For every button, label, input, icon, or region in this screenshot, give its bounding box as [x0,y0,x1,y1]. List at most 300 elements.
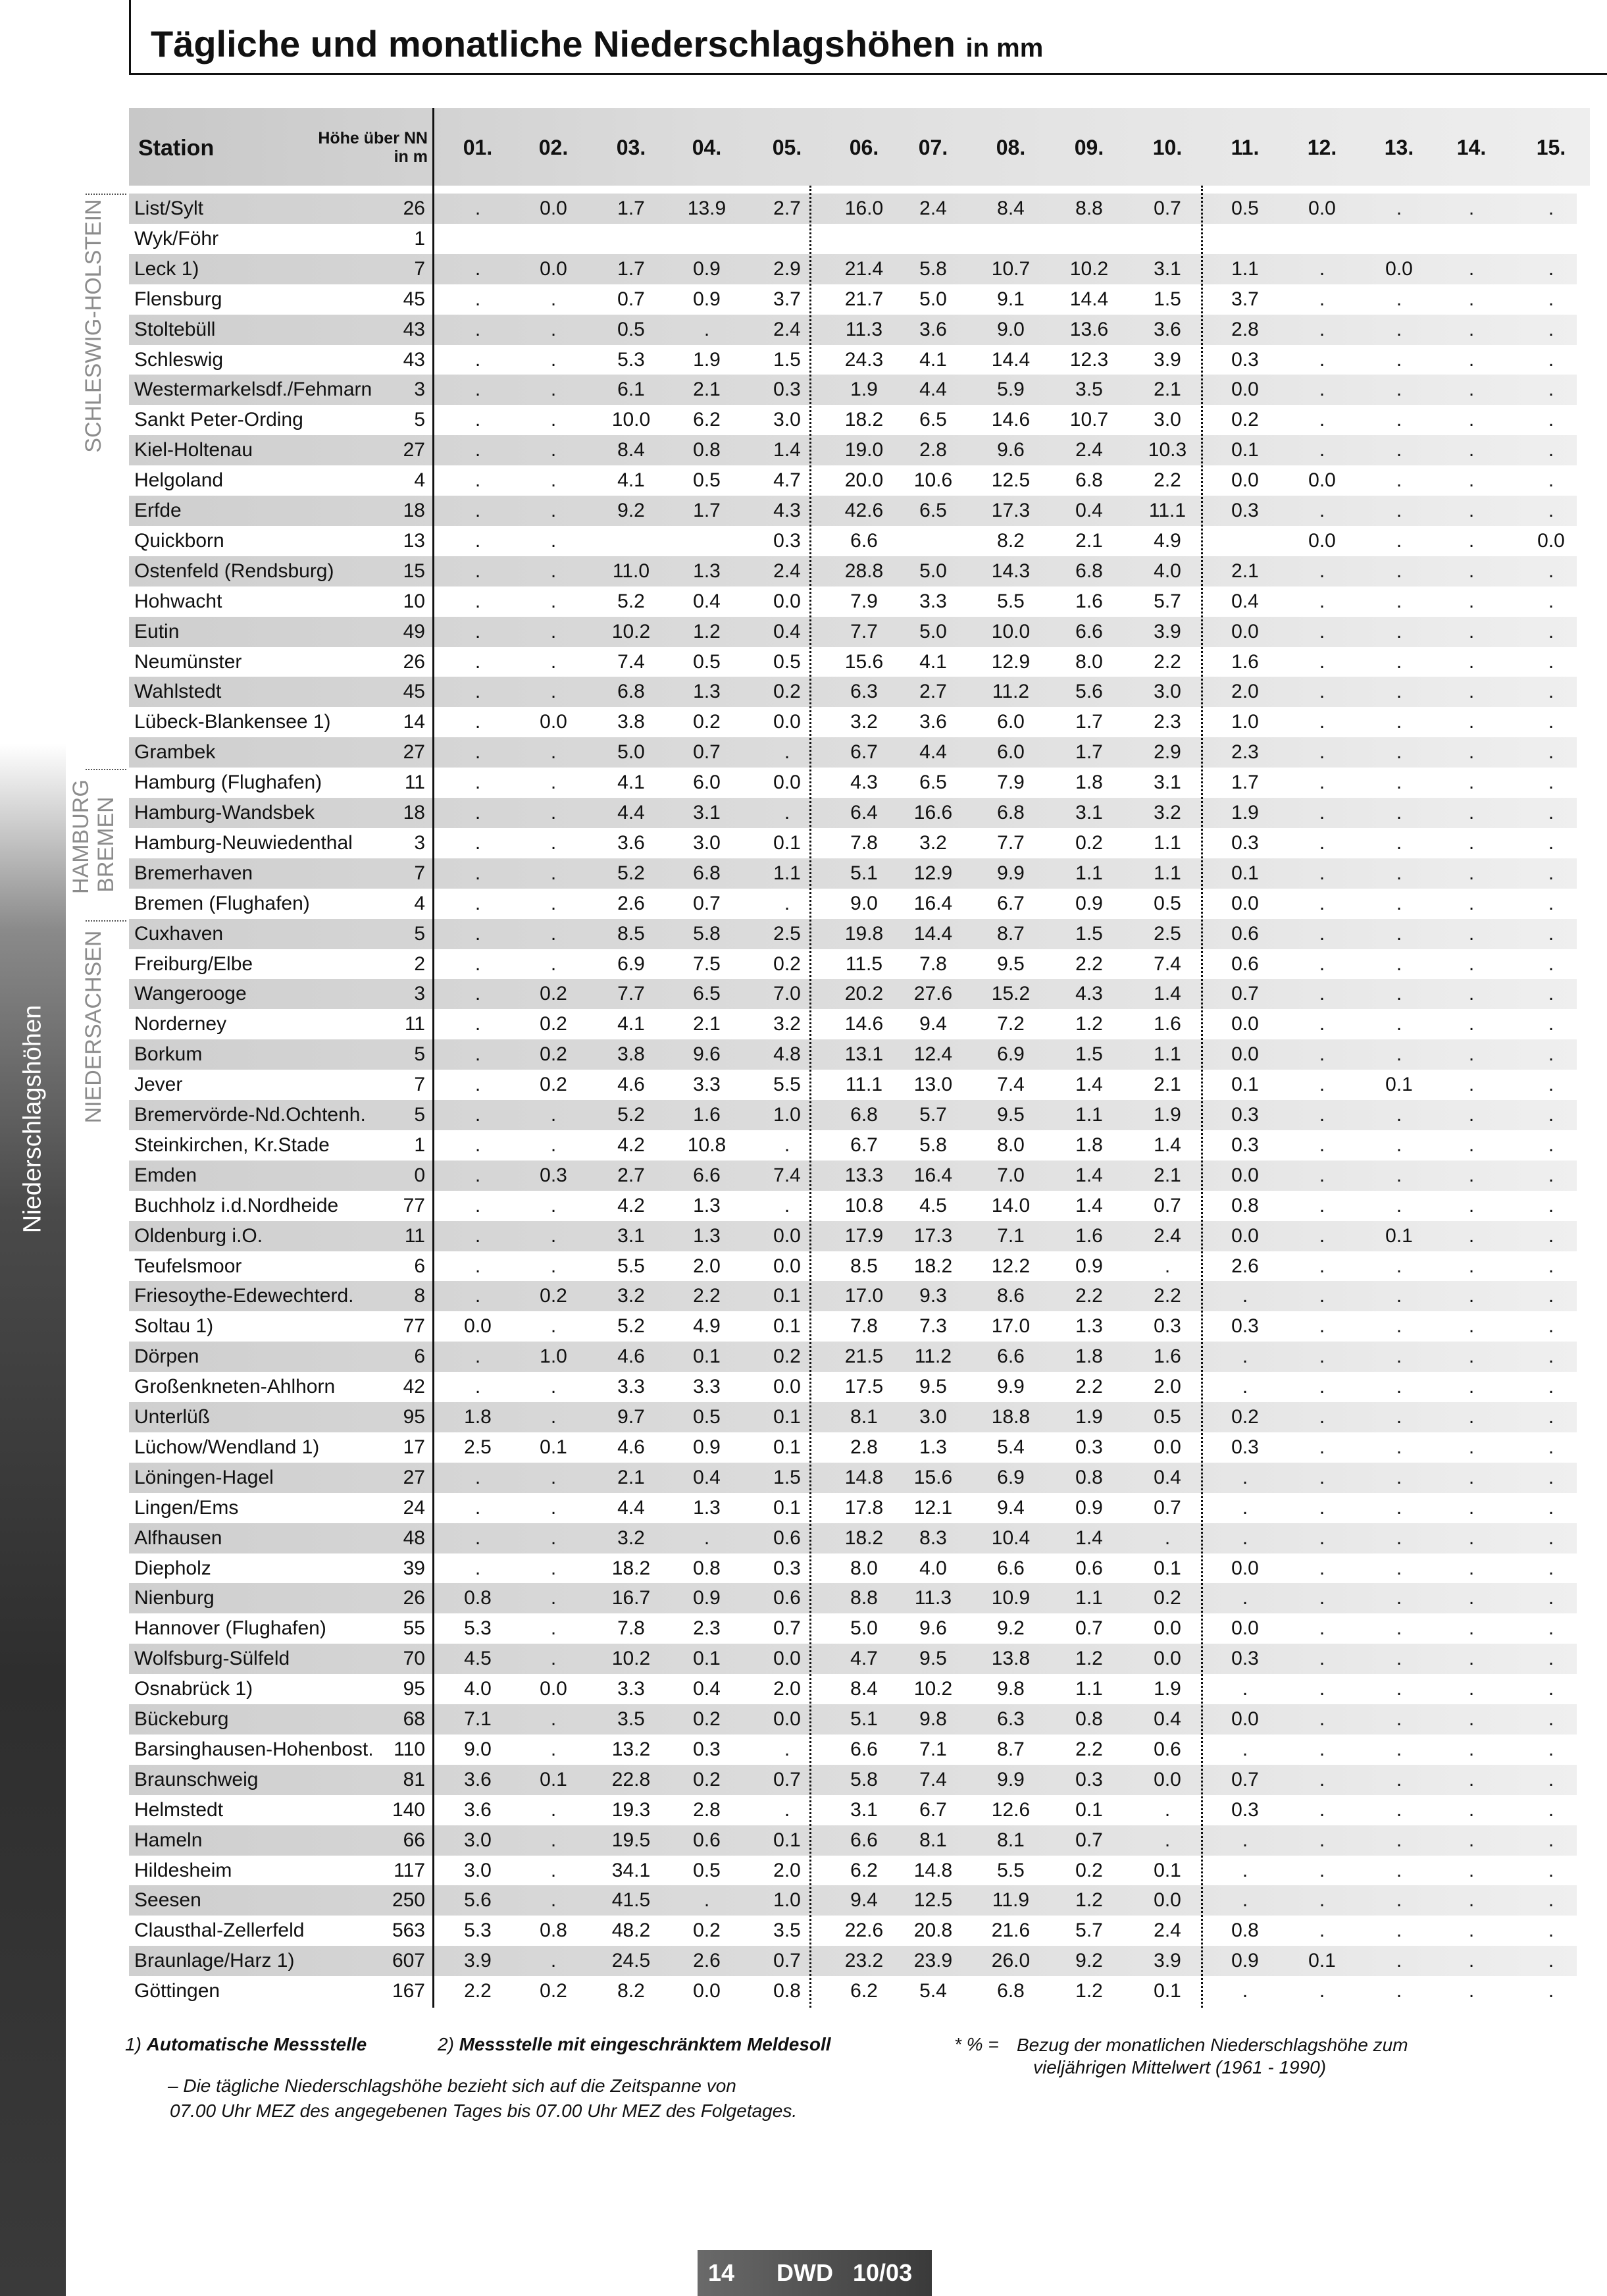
value-day-4: . [703,318,710,340]
value-day-3: 4.1 [617,771,645,794]
value-day-9: 2.2 [1075,1376,1103,1398]
value-day-14: . [1468,711,1475,733]
value-day-1: . [474,500,481,521]
header-day-4: 04. [692,136,722,159]
value-day-11: 0.3 [1231,1648,1259,1670]
value-day-12: . [1319,409,1325,431]
value-day-4: 0.7 [693,741,721,764]
value-day-14: . [1468,1617,1475,1640]
value-day-4: 1.9 [693,348,721,371]
value-day-4: 1.2 [693,620,721,642]
value-day-8: 12.5 [991,469,1031,492]
value-day-13: . [1396,1889,1402,1912]
value-day-4: 0.5 [693,1859,721,1881]
station-hoehe: 95 [403,1678,425,1700]
station-name: Wangerooge [134,983,247,1005]
value-day-10: 1.4 [1154,983,1181,1005]
header-day-1: 01. [463,136,493,159]
value-day-1: . [474,922,481,945]
value-day-10: 0.5 [1154,1406,1181,1428]
value-day-2: . [550,1526,557,1549]
value-day-7: 10.2 [913,1678,953,1700]
value-day-8: 18.8 [991,1406,1031,1428]
value-day-5: 0.0 [773,711,801,733]
value-day-9: 2.2 [1075,1285,1103,1307]
value-day-11 [1209,526,1281,556]
value-day-13: . [1396,922,1402,945]
value-day-9: 1.2 [1075,1013,1103,1035]
value-day-3: 13.2 [611,1738,651,1760]
value-day-15: 0.0 [1537,529,1565,552]
value-day-14: . [1468,1285,1475,1307]
value-day-7: 10.6 [913,469,953,492]
value-day-12: . [1319,318,1325,340]
table-row [129,1161,1577,1191]
value-day-4: 2.3 [693,1617,721,1640]
value-day-7: 27.6 [913,983,953,1005]
value-day-3: 3.5 [617,1708,645,1730]
table-row [129,707,1577,737]
value-day-13: . [1396,771,1402,794]
value-day-14: . [1468,1678,1475,1700]
value-day-13: . [1396,197,1402,219]
value-day-1: . [474,257,481,280]
value-day-7: 5.4 [919,1980,947,2002]
value-day-13: . [1396,378,1402,401]
value-day-4: 0.5 [693,469,721,492]
value-day-12: . [1319,892,1325,914]
value-day-8: 8.0 [997,1134,1025,1156]
station-hoehe: 117 [394,1859,425,1881]
value-day-11: 0.0 [1231,378,1259,401]
value-day-12: . [1319,1134,1325,1156]
value-day-13: . [1396,711,1402,733]
value-day-12: . [1319,1376,1325,1398]
value-day-14: . [1468,197,1475,219]
value-day-1: 5.6 [464,1889,492,1912]
value-day-2: . [550,409,557,431]
value-day-11: 0.0 [1231,1708,1259,1730]
station-hoehe: 27 [403,1466,425,1488]
value-day-6: 19.8 [844,922,884,945]
value-day-11: 2.1 [1231,560,1259,582]
value-day-1: . [474,1194,481,1216]
value-day-14: . [1468,681,1475,703]
header-day-2: 02. [538,136,569,159]
value-day-12: . [1319,1829,1325,1851]
value-day-7: 6.5 [919,500,947,521]
value-day-5: 0.1 [773,1829,801,1851]
value-day-7: 4.1 [919,650,947,673]
value-day-4: 6.6 [693,1164,721,1186]
value-day-7: 9.6 [919,1617,947,1640]
value-day-10: 3.1 [1154,771,1181,794]
value-day-1: 2.2 [464,1980,492,2002]
table-row [129,1885,1577,1916]
value-day-7: 5.8 [919,257,947,280]
station-hoehe: 39 [403,1557,425,1579]
value-day-7: 7.3 [919,1315,947,1338]
value-day-11: 0.0 [1231,1043,1259,1066]
value-day-8: 7.2 [997,1013,1025,1035]
value-day-9: 2.2 [1075,1738,1103,1760]
station-name: Bremen (Flughafen) [134,892,310,914]
value-day-8: 6.9 [997,1466,1025,1488]
value-day-2: . [550,1557,557,1579]
station-hoehe: 66 [403,1829,425,1851]
value-day-9: 1.8 [1075,771,1103,794]
side-label: Niederschlagshöhen [18,1004,47,1234]
value-day-3: 3.8 [617,711,645,733]
value-day-4: 7.5 [693,952,721,975]
station-name: Nienburg [134,1587,215,1609]
value-day-8: 17.3 [991,500,1031,521]
value-day-9: 0.6 [1075,1557,1103,1579]
value-day-13: . [1396,529,1402,552]
value-day-11: 0.3 [1231,1436,1259,1458]
value-day-2: 0.2 [540,983,567,1005]
value-day-11: 0.8 [1231,1194,1259,1216]
value-day-1: 3.0 [464,1859,492,1881]
value-day-5: 2.0 [773,1859,801,1881]
value-day-8: 9.0 [997,318,1025,340]
value-day-14: . [1468,288,1475,310]
value-day-13: . [1396,802,1402,823]
value-day-15: . [1548,439,1554,461]
value-day-15: . [1548,620,1554,642]
table-row [129,798,1577,828]
value-day-11: 0.1 [1231,862,1259,884]
value-day-1: . [474,348,481,371]
value-day-6: 5.1 [850,1708,878,1730]
value-day-2: . [550,650,557,673]
value-day-11: 0.1 [1231,439,1259,461]
value-day-4: 1.3 [693,1496,721,1519]
value-day-10: 2.2 [1154,1285,1181,1307]
value-day-4: 6.2 [693,409,721,431]
value-day-14: . [1468,1466,1475,1488]
value-day-5: . [784,1738,790,1760]
value-day-11: 2.3 [1231,741,1259,764]
value-day-13: . [1396,1708,1402,1730]
value-day-7: 9.5 [919,1648,947,1670]
station-hoehe: 55 [403,1617,425,1640]
value-day-2: . [550,1496,557,1519]
value-day-14: . [1468,1859,1475,1881]
value-day-9: 1.5 [1075,1043,1103,1066]
value-day-15: . [1548,983,1554,1005]
value-day-15: . [1548,1315,1554,1338]
table-row [129,556,1577,587]
value-day-1: . [474,711,481,733]
station-name: Ostenfeld (Rendsburg) [134,560,334,582]
value-day-1: . [474,1285,481,1307]
value-day-11: 0.2 [1231,1406,1259,1428]
value-day-3: 3.3 [617,1678,645,1700]
value-day-4: 6.8 [693,862,721,884]
station-hoehe: 43 [403,348,425,371]
value-day-14: . [1468,529,1475,552]
station-name: Eutin [134,620,180,642]
value-day-4: 0.2 [693,711,721,733]
value-day-8: 21.6 [991,1919,1031,1942]
value-day-14: . [1468,1406,1475,1428]
value-day-2: 0.3 [540,1164,567,1186]
value-day-3: 10.2 [611,1648,651,1670]
value-day-11: . [1242,1526,1248,1549]
value-day-8: 10.0 [991,620,1031,642]
value-day-7: 7.8 [919,952,947,975]
value-day-7: 13.0 [913,1074,953,1096]
value-day-5: 7.0 [773,983,801,1005]
value-day-3: 22.8 [611,1768,651,1790]
value-day-10: 0.3 [1154,1315,1181,1338]
value-day-5: 4.7 [773,469,801,492]
value-day-5: . [784,1798,790,1821]
value-day-7: 4.5 [919,1194,947,1216]
value-day-10: 3.2 [1154,802,1181,823]
station-hoehe: 1 [414,227,425,249]
value-day-11: 0.4 [1231,590,1259,612]
value-day-3: 1.7 [617,257,645,280]
value-day-1: . [474,771,481,794]
station-name: Norderney [134,1013,227,1035]
station-hoehe: 70 [403,1648,425,1670]
value-day-2: . [550,681,557,703]
value-day-14: . [1468,1496,1475,1519]
value-day-6: 7.8 [850,1315,878,1338]
header-hoehe-line2: in m [394,147,428,166]
value-day-15: . [1548,1194,1554,1216]
value-day-13: . [1396,1466,1402,1488]
value-day-9: 1.3 [1075,1315,1103,1338]
value-day-7: 3.0 [919,1406,947,1428]
value-day-6: 6.3 [850,681,878,703]
value-day-8 [975,224,1047,254]
value-day-10: 2.4 [1154,1224,1181,1247]
value-day-15: . [1548,257,1554,280]
station-hoehe: 48 [403,1526,425,1549]
value-day-3: 11.0 [612,560,650,582]
value-day-1: . [474,1074,481,1096]
value-day-8: 17.0 [991,1315,1031,1338]
value-day-12: . [1319,1648,1325,1670]
value-day-10: 0.7 [1154,1496,1181,1519]
value-day-11: 0.3 [1231,1104,1259,1126]
value-day-3: 4.1 [617,469,645,492]
value-day-2: . [550,802,557,823]
value-day-10: 0.5 [1154,892,1181,914]
table-row [129,647,1577,677]
value-day-7: 5.8 [919,1134,947,1156]
value-day-5: 1.4 [773,439,801,461]
value-day-1: 9.0 [464,1738,492,1760]
header-day-12: 12. [1307,136,1337,159]
value-day-12: . [1319,711,1325,733]
value-day-12: . [1319,1436,1325,1458]
weekly-divider [1201,186,1203,2008]
header-day-10: 10. [1152,136,1183,159]
station-name: Stoltebüll [134,318,216,340]
value-day-12: . [1319,500,1325,521]
value-day-3: 4.6 [617,1345,645,1368]
value-day-13: . [1396,560,1402,582]
value-day-9: 3.5 [1075,378,1103,401]
value-day-10: 1.4 [1154,1134,1181,1156]
value-day-10: 2.2 [1154,650,1181,673]
table-row [129,1100,1577,1130]
value-day-2: . [550,741,557,764]
table-row [129,1251,1577,1282]
station-hoehe: 167 [392,1980,425,2002]
value-day-11: 0.8 [1231,1919,1259,1942]
value-day-4: 0.5 [693,650,721,673]
footnote-note [168,2074,797,2124]
value-day-2: 1.0 [540,1345,567,1368]
value-day-3: 4.1 [617,1013,645,1035]
value-day-4: 0.9 [693,1587,721,1609]
header-day-8: 08. [996,136,1026,159]
station-hoehe: 14 [403,711,425,733]
value-day-1: . [474,952,481,975]
table-row [129,858,1577,889]
value-day-6: 2.8 [850,1436,878,1458]
station-name: Grambek [134,741,216,764]
value-day-1: . [474,741,481,764]
value-day-1: 3.6 [464,1768,492,1790]
value-day-8: 9.1 [997,288,1025,310]
table-row [129,315,1577,345]
value-day-14: . [1468,771,1475,794]
value-day-5: 0.6 [773,1587,801,1609]
value-day-13: . [1396,1013,1402,1035]
value-day-15: . [1548,560,1554,582]
value-day-13: . [1396,1738,1402,1760]
value-day-5: 0.0 [773,1255,801,1277]
value-day-11: 0.0 [1231,1013,1259,1035]
value-day-6: 6.2 [850,1980,878,2002]
value-day-6: 17.9 [844,1224,884,1247]
value-day-11: 0.6 [1231,952,1259,975]
value-day-1: . [474,862,481,884]
value-day-1: 7.1 [464,1708,492,1730]
value-day-9: 1.8 [1075,1345,1103,1368]
value-day-3: 3.1 [617,1224,645,1247]
value-day-5: 0.0 [773,771,801,794]
station-name: Teufelsmoor [134,1255,242,1277]
value-day-11: . [1242,1496,1248,1519]
value-day-7: 16.6 [913,802,953,823]
value-day-3: 4.6 [617,1436,645,1458]
region-label-schleswig-holstein: SCHLESWIG-HOLSTEIN [81,199,106,453]
value-day-15: . [1548,1648,1554,1670]
value-day-10: 0.4 [1154,1708,1181,1730]
value-day-13: . [1396,1194,1402,1216]
value-day-14: . [1468,892,1475,914]
value-day-10: . [1164,1526,1171,1549]
value-day-6: 5.8 [850,1768,878,1790]
station-hoehe: 5 [414,409,425,431]
value-day-12: . [1319,1768,1325,1790]
value-day-9: 1.7 [1075,741,1103,764]
value-day-15: . [1548,922,1554,945]
value-day-6: 6.6 [850,1829,878,1851]
value-day-11: 1.6 [1231,650,1259,673]
header-day-15: 15. [1536,136,1566,159]
value-day-11: 0.3 [1231,348,1259,371]
value-day-1: . [474,650,481,673]
station-hoehe: 4 [414,892,425,914]
value-day-12: . [1319,1798,1325,1821]
value-day-15: . [1548,1526,1554,1549]
value-day-12: . [1319,983,1325,1005]
value-day-7: 5.0 [919,560,947,582]
value-day-11: . [1242,1859,1248,1881]
value-day-13: . [1396,1557,1402,1579]
value-day-6: 22.6 [844,1919,884,1942]
value-day-7: 9.5 [919,1376,947,1398]
value-day-13: . [1396,650,1402,673]
value-day-8: 14.3 [991,560,1031,582]
table-row [129,889,1577,919]
value-day-4: 0.6 [693,1829,721,1851]
station-name: Erfde [134,500,182,521]
value-day-12: . [1319,862,1325,884]
value-day-14: . [1468,741,1475,764]
value-day-9: 6.8 [1075,560,1103,582]
value-day-3: 9.7 [617,1406,645,1428]
value-day-15: . [1548,1859,1554,1881]
value-day-15: . [1548,197,1554,219]
station-name: Helmstedt [134,1798,224,1821]
value-day-15: . [1548,1285,1554,1307]
value-day-3: 6.9 [617,952,645,975]
value-day-9: 14.4 [1069,288,1109,310]
value-day-4: 0.0 [693,1980,721,2002]
value-day-8: 8.7 [997,922,1025,945]
value-day-15: . [1548,1255,1554,1277]
station-name: Kiel-Holtenau [134,439,253,461]
footnote-3-symbol: * % = [954,2034,999,2054]
value-day-15: . [1548,1164,1554,1186]
value-day-12: . [1319,1859,1325,1881]
table-row [129,1221,1577,1251]
value-day-1: . [474,1557,481,1579]
value-day-4: 0.4 [693,1466,721,1488]
value-day-2: 0.0 [540,711,567,733]
value-day-13: . [1396,892,1402,914]
value-day-9: 1.8 [1075,1134,1103,1156]
value-day-6: 8.5 [850,1255,878,1277]
value-day-3: 1.7 [617,197,645,219]
value-day-14: . [1468,1557,1475,1579]
value-day-1: 4.0 [464,1678,492,1700]
value-day-2: . [550,318,557,340]
value-day-15: . [1548,1043,1554,1066]
value-day-1: 3.0 [464,1829,492,1851]
value-day-14: . [1468,1889,1475,1912]
value-day-14: . [1468,1738,1475,1760]
value-day-7: 12.9 [913,862,953,884]
value-day-9: 0.3 [1075,1768,1103,1790]
value-day-15: . [1548,1496,1554,1519]
table-row [129,1523,1577,1553]
value-day-11: . [1242,1829,1248,1851]
station-name: Braunlage/Harz 1) [134,1950,295,1972]
station-name: Wahlstedt [134,681,222,703]
value-day-12: . [1319,288,1325,310]
value-day-11 [1209,224,1281,254]
